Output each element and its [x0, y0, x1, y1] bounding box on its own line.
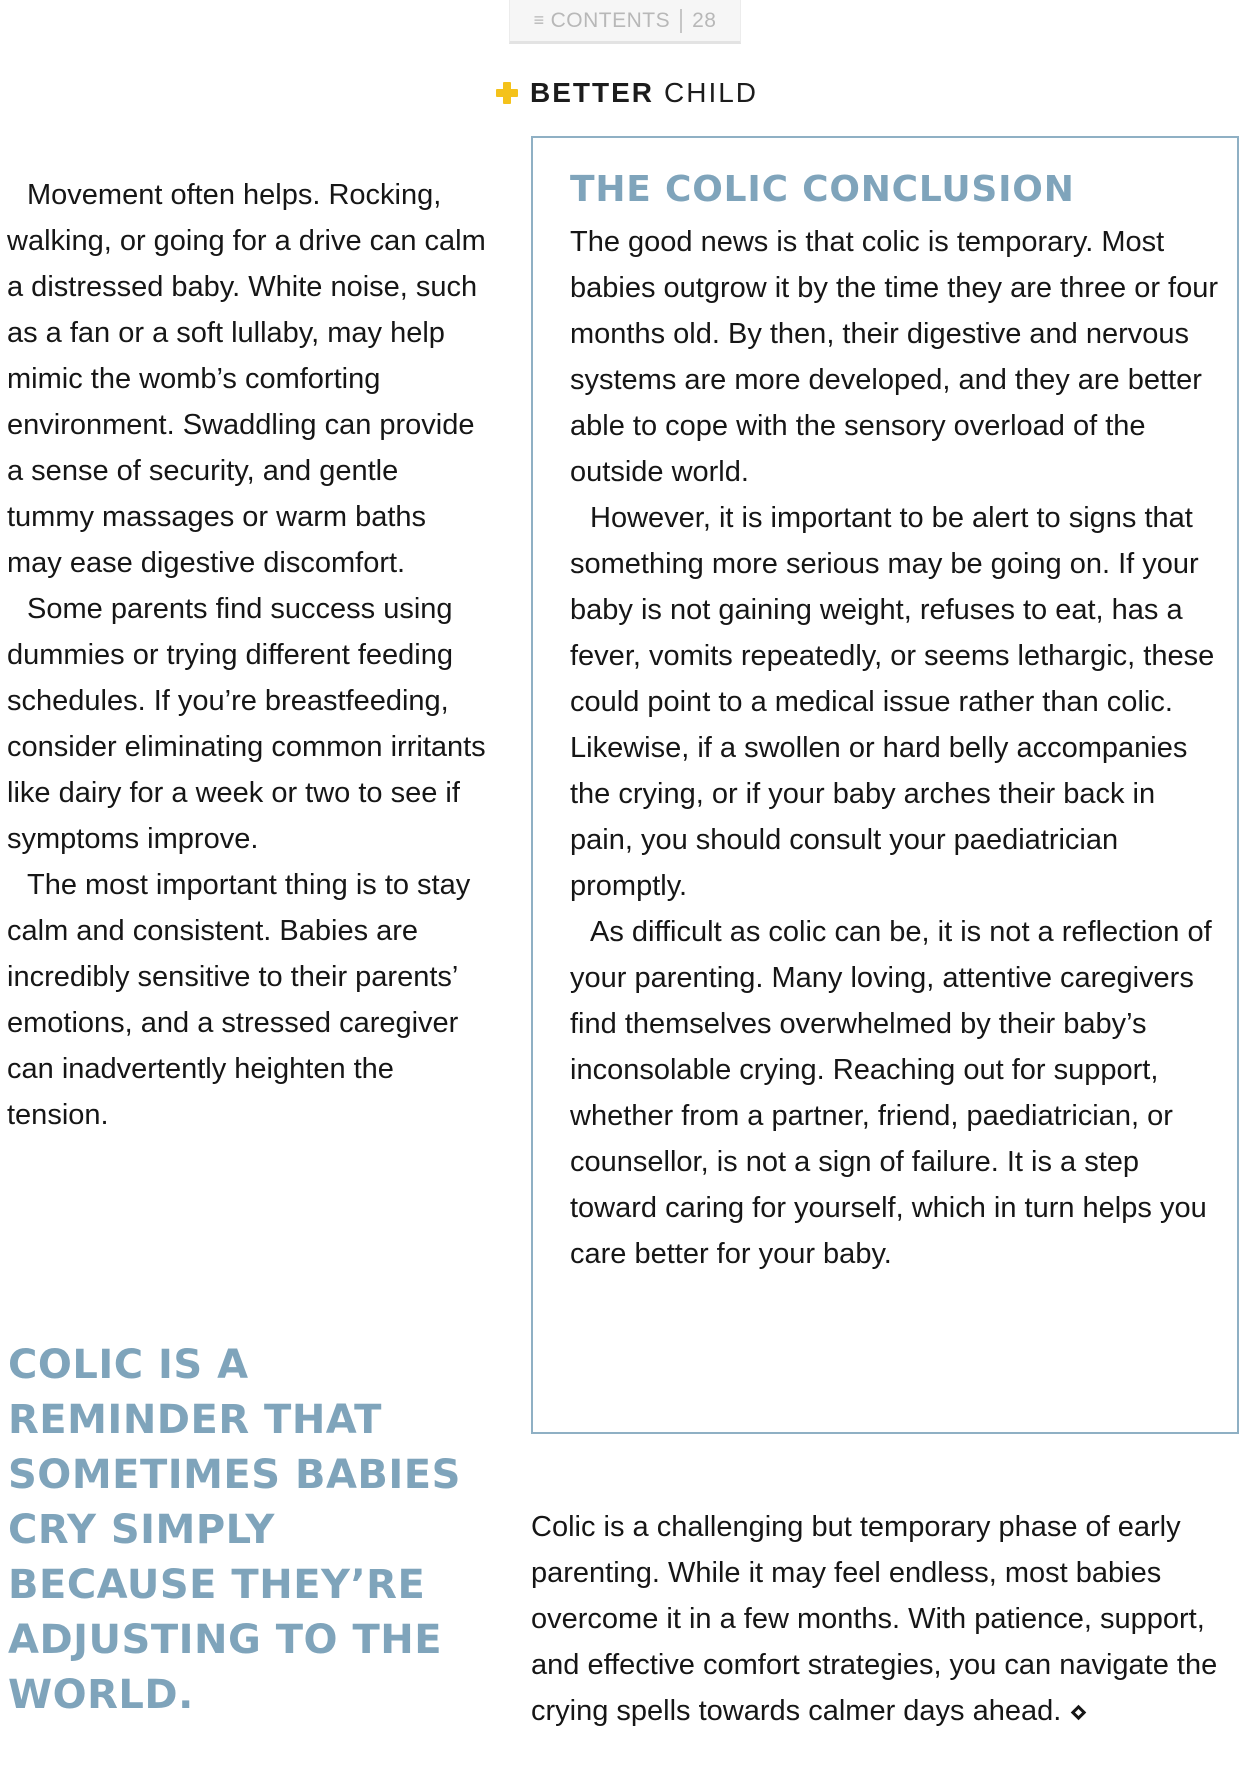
closing-paragraph	[531, 1504, 1231, 1734]
section-header	[496, 76, 758, 110]
sidebar-paragraph: As difficult as colic can be, it is not a reflection of your parenting. Many loving, attentive caregivers find themselves overwhelmed by their baby’s inconsolable crying. Reaching out for support, whether from a partner, friend, paediatrician, or counsellor, is not a sign of failure. It is a step toward caring for yourself, which in turn helps you care better for your baby.	[570, 916, 1212, 1270]
page-number: 28	[692, 8, 717, 32]
article-paragraph: The most important thing is to stay calm and consistent. Babies are incredibly sensitive to their parents’ emotions, and a stressed caregiver can inadvertently heighten the tension.	[7, 869, 471, 1131]
sidebar-paragraph: The good news is that colic is temporary. Most babies outgrow it by the time they are three or four months old. By then, their digestive and nervous systems are more developed, and they are better able to cope with the sensory overload of the outside world.	[570, 226, 1219, 488]
menu-icon: ≡	[533, 10, 545, 30]
sidebar-title: THE COLIC CONCLUSION	[570, 169, 1075, 210]
section-title-light: CHILD	[664, 77, 759, 108]
end-mark-icon	[1071, 1705, 1086, 1720]
section-title-bold: BETTER	[530, 77, 654, 108]
divider	[680, 9, 682, 33]
contents-label: CONTENTS	[550, 8, 671, 32]
sidebar-box	[531, 136, 1239, 1434]
closing-paragraph-text: Colic is a challenging but temporary phase of early parenting. While it may feel endless, most babies overcome it in a few months. With patience, support, and effective comfort strategies, you can navigate the crying spells towards calmer days ahead.	[531, 1511, 1218, 1727]
sidebar-body	[570, 219, 1220, 1277]
pull-quote: COLIC IS A REMINDER THAT SOMETIMES BABIES CRY SIMPLY BECAUSE THEY’RE ADJUSTING TO THE WORLD.	[8, 1342, 461, 1718]
sidebar-paragraph: However, it is important to be alert to signs that something more serious may be going on. If your baby is not gaining weight, refuses to eat, has a fever, vomits repeatedly, or seems lethargic, these could point to a medical issue rather than colic. Likewise, if a swollen or hard belly accompanies the crying, or if your baby arches their back in pain, you should consult your paediatrician promptly.	[570, 502, 1215, 902]
article-paragraph: Some parents find success using dummies or trying different feeding schedules. If you’re breastfeeding, consider eliminating common irritants like dairy for a week or two to see if symptoms improve.	[7, 593, 486, 855]
contents-button[interactable]	[509, 0, 741, 44]
closing-section	[531, 1504, 1231, 1734]
article-left-column	[7, 172, 487, 1138]
article-paragraph: Movement often helps. Rocking, walking, or going for a drive can calm a distressed baby. White noise, such as a fan or a soft lullaby, may help mimic the womb’s comforting environment. Swaddling can provide a sense of security, and gentle tummy massages or warm baths may ease digestive discomfort.	[7, 179, 486, 579]
plus-icon	[496, 82, 518, 104]
